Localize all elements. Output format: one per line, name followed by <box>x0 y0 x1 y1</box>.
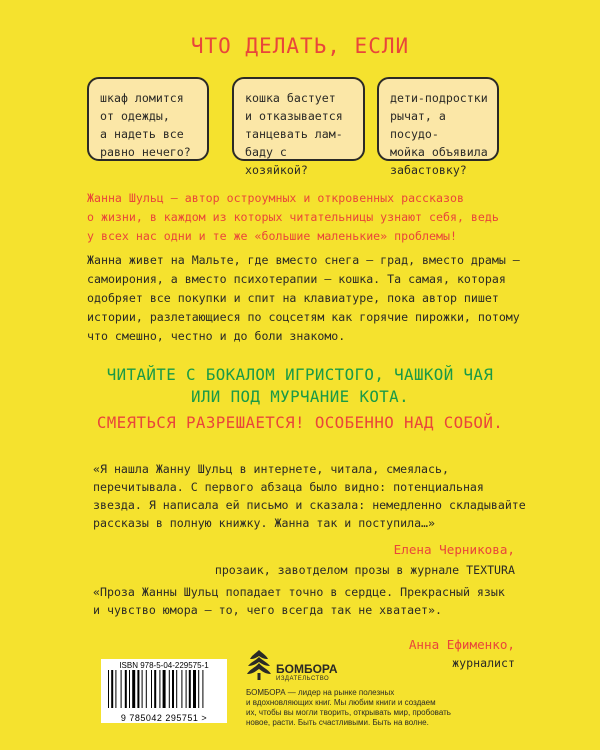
bubble-line: равно нечего? <box>100 145 191 159</box>
publisher-name: БОМБОРА <box>276 662 338 676</box>
intro-paragraph <box>87 251 527 346</box>
quote-author-role-2: журналист <box>452 656 515 670</box>
text-line: о жизни, в каждом из которых читательницы узнают себя, ведь <box>87 210 499 224</box>
barcode-bar <box>115 670 116 708</box>
callout-line: ИЛИ ПОД МУРЧАНИЕ КОТА. <box>190 387 410 406</box>
barcode-bar <box>181 670 182 708</box>
bombora-tree-icon <box>246 648 272 682</box>
barcode-bar <box>154 670 156 708</box>
text-line: Жанна живет на Мальте, где вместо снега – град, вместо драмы – <box>87 253 520 267</box>
review-quote-1 <box>93 460 528 532</box>
bubble-line: баду с хозяйкой? <box>245 145 308 177</box>
bubble-line: рычат, а посудо- <box>390 109 446 141</box>
barcode-bar <box>132 670 135 708</box>
publisher-description <box>246 688 518 728</box>
cover-heading: ЧТО ДЕЛАТЬ, ЕСЛИ <box>190 34 410 58</box>
text-line: их, чтобы вы могли творить, открывать мир, пробовать <box>246 708 451 717</box>
text-line: у всех нас одни и те же «большие маленькие» проблемы! <box>87 229 457 243</box>
bubble-line: танцевать лам- <box>245 127 343 141</box>
quote-line: «Я нашла Жанну Шульц в интернете, читала, смеялась, <box>93 462 449 476</box>
quote-line: звезда. Я написала ей письмо и сказала: немедленно складывайте <box>93 498 526 512</box>
text-line: что смешно, честно и до боли знакомо. <box>87 329 346 343</box>
text-line: и вдохновляющих книг. Мы любим книги и создаем <box>246 698 436 707</box>
publisher-subtitle: ИЗДАТЕЛЬСТВО <box>276 676 330 682</box>
intro-paragraph-red <box>87 189 527 246</box>
barcode-bar <box>151 670 152 708</box>
bubble-line: а надеть все <box>100 127 184 141</box>
publisher-logo <box>246 648 338 682</box>
bubble-line: мойка объявила <box>390 145 488 159</box>
bubble-line: дети-подростки <box>390 91 488 105</box>
barcode-bar <box>121 670 122 708</box>
barcode-bar <box>186 670 187 708</box>
quote-author-1: Елена Черникова, <box>393 542 515 557</box>
barcode-bar <box>142 670 143 708</box>
bubble-line: кошка бастует <box>245 91 336 105</box>
bubble-line: и отказывается <box>245 109 343 123</box>
barcode-bar <box>198 670 199 708</box>
barcode-bar <box>159 670 160 708</box>
barcode-bar <box>108 670 109 708</box>
barcode-bar <box>176 670 177 708</box>
barcode-bar <box>169 670 170 708</box>
barcode-bars <box>106 670 222 708</box>
barcode-bar <box>163 670 166 708</box>
bubble-line: шкаф ломится <box>100 91 184 105</box>
text-line: БОМБОРА — лидер на рынке полезных <box>246 688 395 697</box>
barcode-bar <box>146 670 147 708</box>
quote-author-2: Анна Ефименко, <box>408 637 515 652</box>
green-callout <box>0 364 600 408</box>
quote-author-role-1: прозаик, завотделом прозы в журнале TEXTURA <box>214 563 515 577</box>
barcode-bar <box>189 670 191 708</box>
barcode-bar <box>193 670 196 708</box>
isbn-label: ISBN 978-5-04-229575-1 <box>119 661 209 670</box>
isbn-barcode <box>101 659 227 723</box>
quote-line: «Проза Жанны Шульц попадает точно в сердце. Прекрасный язык <box>93 585 505 599</box>
barcode-bar <box>202 670 203 708</box>
bubble-line: от одежды, <box>100 109 170 123</box>
quote-line: рассказы в полную книжку. Жанна так и поступила…» <box>93 516 436 530</box>
quote-line: и чувство юмора – то, чего всегда так не хватает». <box>93 603 443 617</box>
barcode-bar <box>125 670 127 708</box>
callout-line: ЧИТАЙТЕ С БОКАЛОМ ИГРИСТОГО, ЧАШКОЙ ЧАЯ <box>106 365 494 384</box>
text-line: самоирония, а вместо психотерапии – кошка. Та самая, которая <box>87 272 506 286</box>
review-quote-2 <box>93 583 528 619</box>
barcode-bar <box>129 670 130 708</box>
text-line: Жанна Шульц – автор остроумных и откровенных рассказов <box>87 191 464 205</box>
speech-bubble-3 <box>377 77 499 177</box>
text-line: новое, расти. Быть счастливыми. Быть на волне. <box>246 718 429 727</box>
quote-line: перечитывала. С первого абзаца было видно: потенциальная <box>93 480 484 494</box>
speech-bubble-1 <box>87 77 209 161</box>
speech-bubble-2 <box>232 77 365 177</box>
barcode-bar <box>137 670 139 708</box>
red-callout: СМЕЯТЬСЯ РАЗРЕШАЕТСЯ! ОСОБЕННО НАД СОБОЙ. <box>96 413 504 432</box>
barcode-bar <box>111 670 113 708</box>
text-line: одобряет все покупки и спит на клавиатуре, пока автор пишет <box>87 291 499 305</box>
text-line: истории, разлетающиеся по соцсетям как горячие пирожки, потому <box>87 310 520 324</box>
barcode-digits: 9 785042 295751 > <box>120 713 208 723</box>
barcode-bar <box>172 670 174 708</box>
bubble-line: забастовку? <box>390 163 467 177</box>
